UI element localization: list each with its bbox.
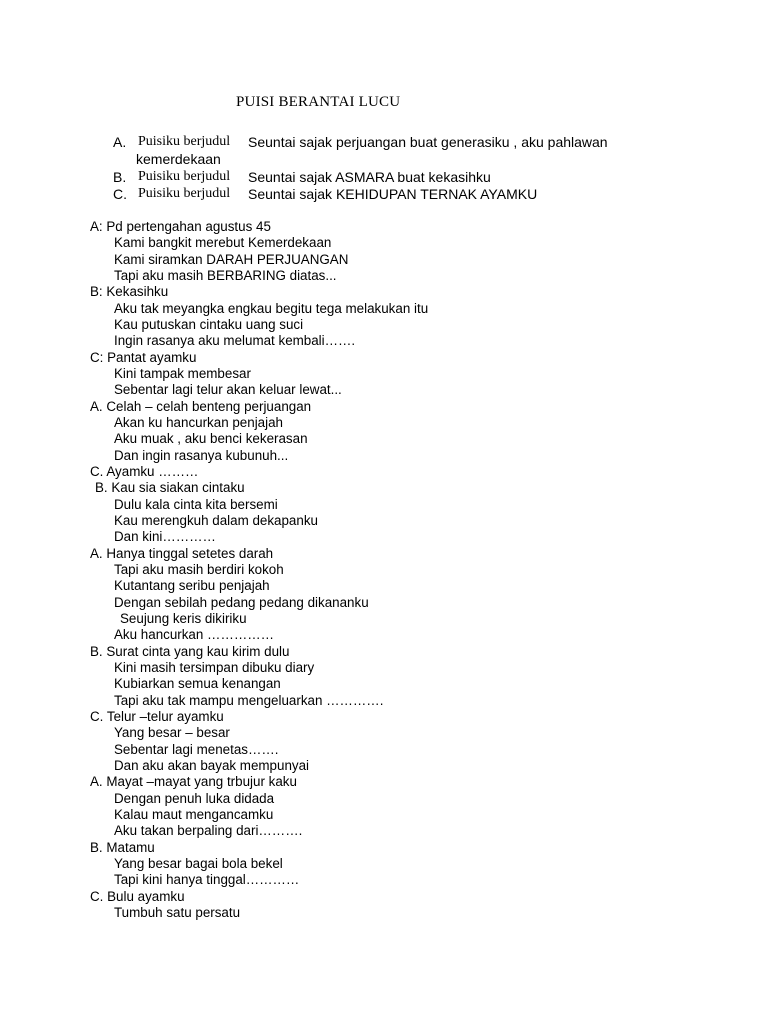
poem-line: Kini tampak membesar — [114, 366, 251, 381]
poem-line: Dan kini………… — [114, 529, 216, 545]
stanza-heading: A. Celah – celah benteng perjuangan — [90, 398, 312, 414]
poem-line: Akan ku hancurkan penjajah — [114, 415, 283, 430]
intro-label: Puisiku berjudul — [138, 169, 231, 184]
poem-line: Kubiarkan semua kenangan — [114, 676, 281, 692]
poem-line: Dengan penuh luka didada — [114, 790, 275, 806]
stanza-heading: B. Surat cinta yang kau kirim dulu — [90, 643, 290, 659]
intro-text: Seuntai sajak KEHIDUPAN TERNAK AYAMKU — [248, 186, 538, 202]
poem-line: Dan ingin rasanya kubunuh... — [114, 447, 289, 463]
intro-continuation: kemerdekaan — [136, 151, 221, 167]
poem-line: Kami siramkan DARAH PERJUANGAN — [114, 251, 349, 267]
intro-label: Puisiku berjudul — [138, 134, 231, 149]
stanza-heading: C. Bulu ayamku — [90, 888, 185, 904]
intro-text: Seuntai sajak perjuangan buat generasiku , aku pahlawan — [248, 134, 608, 150]
poem-line: Dengan sebilah pedang pedang dikananku — [114, 594, 369, 610]
poem-line: Kami bangkit merebut Kemerdekaan — [114, 235, 332, 251]
poem-line: Sebentar lagi telur akan keluar lewat... — [114, 382, 342, 398]
poem-line: Aku takan berpaling dari………. — [114, 823, 303, 839]
poem-line: Tapi aku masih BERBARING diatas... — [114, 268, 337, 283]
poem-line: Dan aku akan bayak mempunyai — [114, 757, 310, 773]
poem-line: Kalau maut mengancamku — [114, 806, 274, 822]
stanza-heading: B. Kau sia siakan cintaku — [95, 480, 245, 496]
poem-line: Aku tak meyangka engkau begitu tega melakukan itu — [114, 300, 429, 316]
intro-label: Puisiku berjudul — [138, 186, 231, 201]
poem-line: Kutantang seribu penjajah — [114, 578, 270, 594]
stanza-heading: A. Mayat –mayat yang trbujur kaku — [90, 774, 297, 790]
poem-line: Aku muak , aku benci kekerasan — [114, 431, 308, 447]
poem-line: Aku hancurkan …………… — [114, 627, 275, 643]
poem-line: Dulu kala cinta kita bersemi — [114, 496, 278, 512]
poem-line: Tapi aku tak mampu mengeluarkan …………. — [114, 692, 384, 708]
poem-line: Kau merengkuh dalam dekapanku — [114, 512, 318, 528]
intro-letter: B. — [113, 169, 127, 185]
poem-line: Kau putuskan cintaku uang suci — [114, 317, 304, 332]
intro-letter: A. — [113, 134, 127, 150]
poem-line: Ingin rasanya aku melumat kembali……. — [114, 333, 356, 349]
intro-letter: C. — [113, 186, 127, 202]
poem-line: Sebentar lagi menetas……. — [114, 741, 279, 757]
poem-line: Kini masih tersimpan dibuku diary — [114, 659, 315, 675]
poem-line: Yang besar – besar — [114, 725, 230, 741]
poem-line: Tumbuh satu persatu — [114, 904, 241, 920]
poem-title: PUISI BERANTAI LUCU — [236, 94, 401, 110]
stanza-heading: A. Hanya tinggal setetes darah — [90, 545, 274, 561]
poem-line: Tapi kini hanya tinggal………… — [114, 872, 300, 888]
poem-line: Seujung keris dikiriku — [120, 610, 247, 626]
stanza-heading: A: Pd pertengahan agustus 45 — [90, 219, 271, 234]
stanza-heading: B. Matamu — [90, 839, 155, 855]
poem-line: Yang besar bagai bola bekel — [114, 855, 283, 871]
poem-line: Tapi aku masih berdiri kokoh — [114, 561, 284, 577]
stanza-heading: C. Telur –telur ayamku — [90, 708, 224, 724]
stanza-heading: C: Pantat ayamku — [90, 349, 197, 365]
stanza-heading: B: Kekasihku — [90, 284, 169, 300]
stanza-heading: C. Ayamku ……… — [90, 463, 199, 479]
intro-text: Seuntai sajak ASMARA buat kekasihku — [248, 169, 491, 185]
